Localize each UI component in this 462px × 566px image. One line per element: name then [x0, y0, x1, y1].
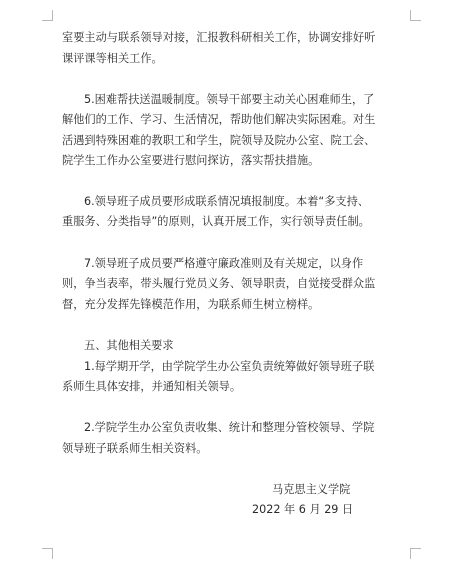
- paragraph-line: 重服务、分类指导”的原则，认真开展工作，实行领导责任制。: [62, 215, 370, 228]
- top-left-margin-mark: [42, 10, 53, 21]
- paragraph-line: 解他们的工作、学习、生活情况，帮助他们解决实际困难。对生: [62, 113, 376, 126]
- paragraph-line: 活遇到特殊困难的教职工和学生，院领导及院办公室、院工会、: [62, 134, 376, 147]
- paragraph-line: 领导班子联系师生相关资料。: [62, 442, 208, 455]
- section-heading: 五、其他相关要求: [84, 339, 174, 352]
- paragraph-line: 系师生具体安排，并通知相关领导。: [62, 380, 242, 393]
- paragraph-line: 院学生工作办公室要进行慰问探访，落实帮扶措施。: [62, 154, 320, 167]
- paragraph-line: 课评课等相关工作。: [62, 52, 163, 65]
- top-right-margin-mark: [410, 10, 421, 21]
- paragraph-line: 室要主动与联系领导对接，汇报教科研相关工作，协调安排好听: [62, 31, 376, 44]
- paragraph-line: 督，充分发挥先锋模范作用，为联系师生树立榜样。: [62, 298, 320, 311]
- bottom-right-margin-mark: [410, 548, 421, 559]
- paragraph-line: 1.每学期开学，由学院学生办公室负责统筹做好领导班子联: [84, 360, 375, 373]
- signature-date: 2022 年 6 月 29 日: [252, 503, 354, 516]
- bottom-left-margin-mark: [42, 548, 53, 559]
- paragraph-line: 5.困难帮扶送温暖制度。领导干部要主动关心困难师生，了: [84, 93, 375, 106]
- paragraph-line: 7.领导班子成员要严格遵守廉政准则及有关规定，以身作: [84, 257, 364, 270]
- paragraph-line: 则，争当表率，带头履行党员义务、领导职责，自觉接受群众监: [62, 277, 376, 290]
- paragraph-line: 2.学院学生办公室负责收集、统计和整理分管校领导、学院: [84, 421, 375, 434]
- signature-organization: 马克思主义学院: [272, 483, 351, 496]
- paragraph-line: 6.领导班子成员要形成联系情况填报制度。本着“多支持、: [84, 195, 369, 208]
